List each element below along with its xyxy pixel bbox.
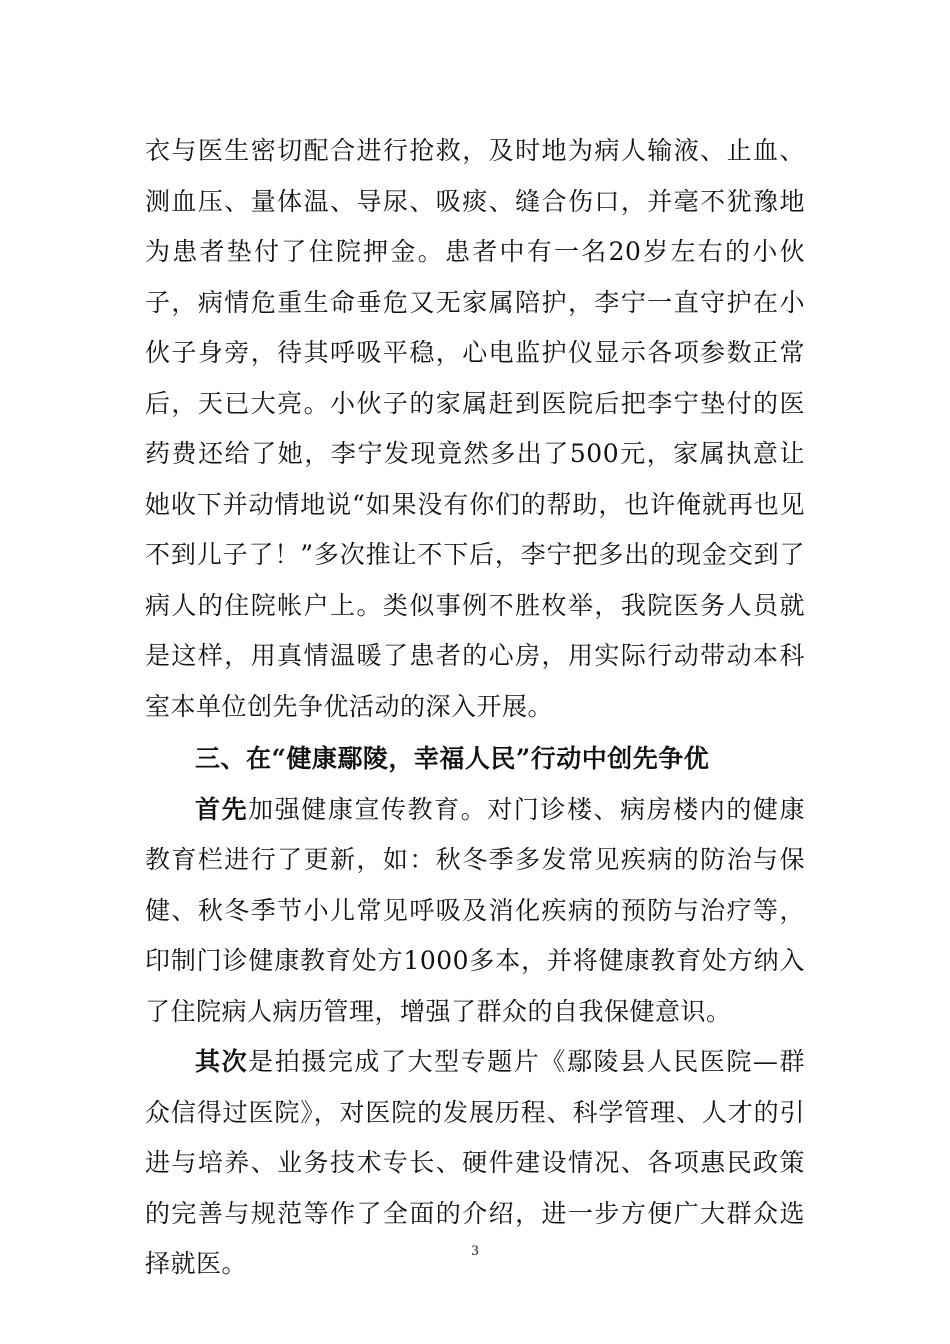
document-body bbox=[145, 126, 805, 1290]
paragraph-lead-word: 其次 bbox=[195, 1047, 249, 1076]
section-heading: 三、在“健康鄢陵，幸福人民”行动中创先争优 bbox=[195, 744, 710, 773]
paragraph-text: 加强健康宣传教育。对门诊楼、病房楼内的健康教育栏进行了更新，如：秋冬季多发常见疾病的防治与保健、秋冬季节小儿常见呼吸及消化疾病的预防与治疗等，印制门诊健康教育处方1000多本，并将健康教育处方纳入了住院病人病历管理，增强了群众的自我保健意识。 bbox=[145, 794, 805, 1026]
page-number: 3 bbox=[471, 1243, 479, 1259]
paragraph-lead-word: 首先 bbox=[195, 794, 249, 824]
paragraph-text: 是拍摄完成了大型专题片《鄢陵县人民医院—群众信得过医院》，对医院的发展历程、科学管理、人才的引进与培养、业务技术专长、硬件建设情况、各项惠民政策的完善与规范等作了全面的介绍，进一步方便广大群众选择就医。 bbox=[145, 1047, 805, 1278]
paragraph-continued: 衣与医生密切配合进行抢救，及时地为病人输液、止血、测血压、量体温、导尿、吸痰、缝合伤口，并毫不犹豫地为患者垫付了住院押金。患者中有一名20岁左右的小伙子，病情危重生命垂危又无家属陪护，李宁一直守护在小伙子身旁，待其呼吸平稳，心电监护仪显示各项参数正常后，天已大亮。小伙子的家属赶到医院后把李宁垫付的医药费还给了她，李宁发现竟然多出了500元，家属执意让她收下并动情地说“如果没有你们的帮助，也许俺就再也见不到儿子了！”多次推让不下后，李宁把多出的现金交到了病人的住院帐户上。类似事例不胜枚举，我院医务人员就是这样，用真情温暖了患者的心房，用实际行动带动本科室本单位创先争优活动的深入开展。 bbox=[145, 136, 805, 721]
paragraph-first bbox=[145, 785, 805, 1038]
